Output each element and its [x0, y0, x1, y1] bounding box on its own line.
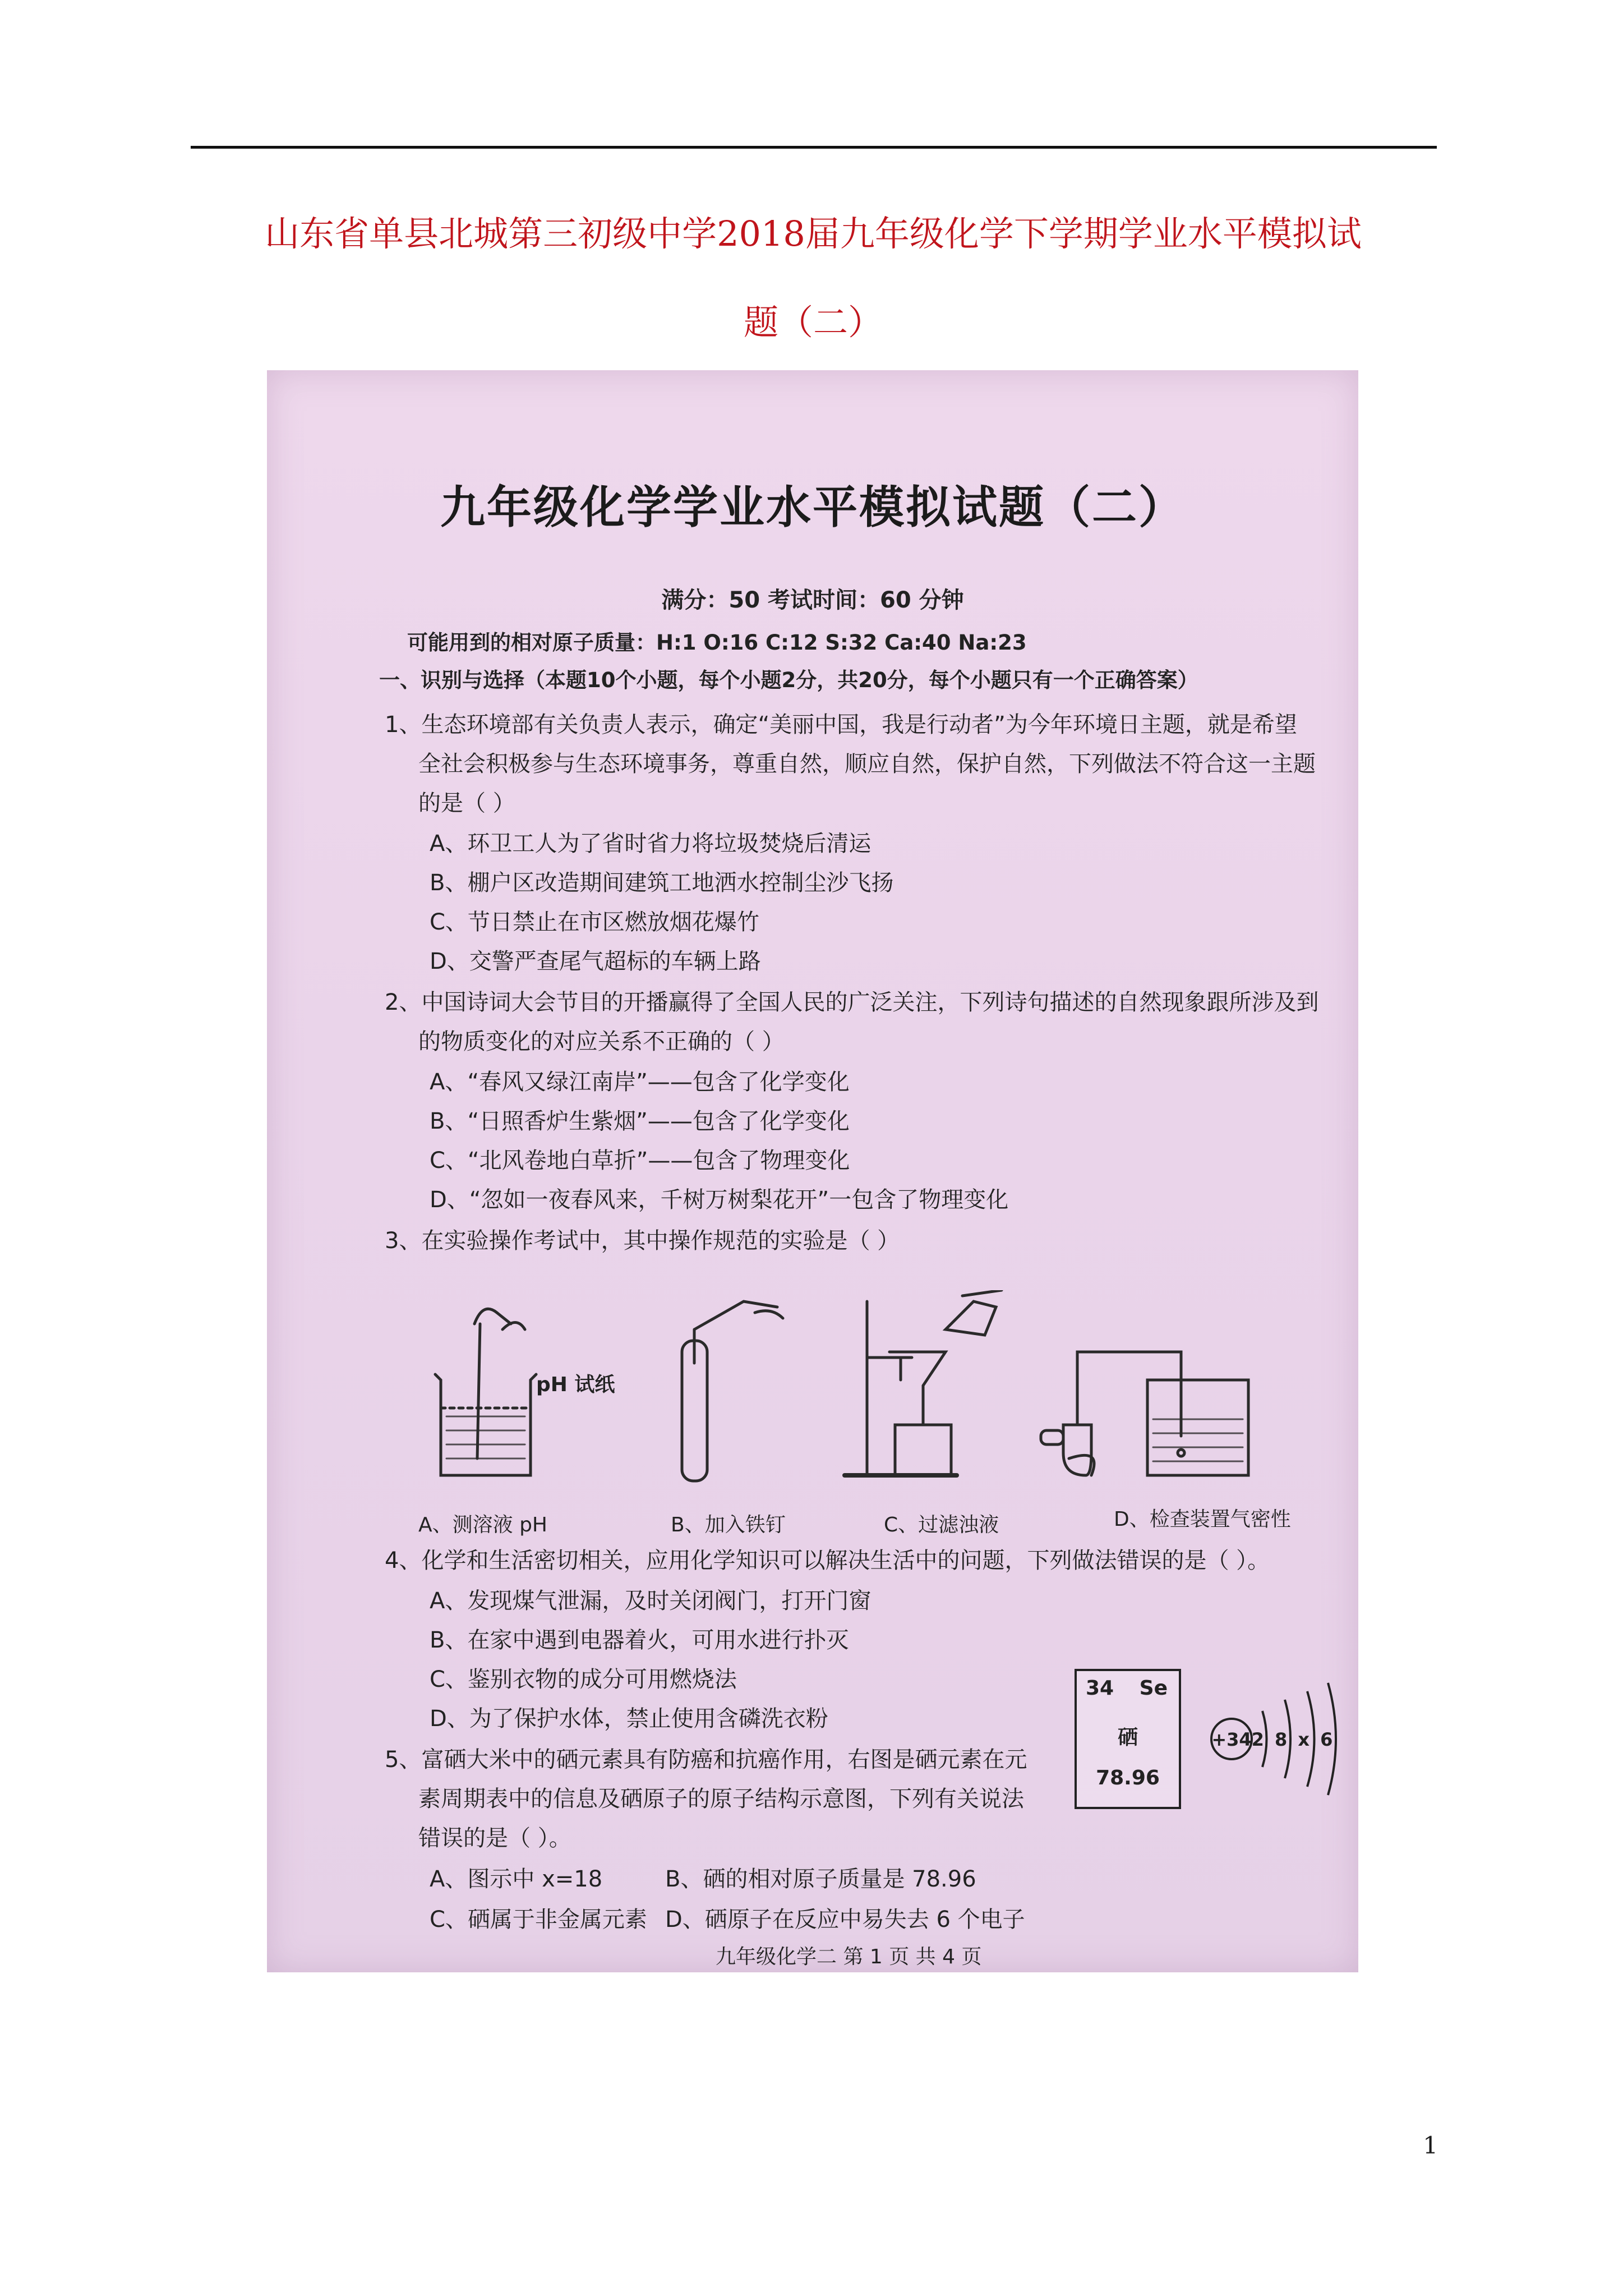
atomic-masses: 可能用到的相对原子质量：H:1 O:16 C:12 S:32 Ca:40 Na:23 — [407, 631, 1027, 655]
nucleus-charge: +34 — [1211, 1729, 1252, 1750]
selenium-atom-structure-diagram — [1209, 1660, 1344, 1818]
question-1-option-a: A、环卫工人为了省时省力将垃圾焚烧后清运 — [430, 831, 872, 857]
selenium-periodic-card — [1075, 1669, 1181, 1809]
exam-page-footer: 九年级化学二 第 1 页 共 4 页 — [716, 1945, 982, 1968]
question-1-stem-line2: 全社会积极参与生态环境事务，尊重自然，顺应自然，保护自然，下列做法不符合这一主题 — [418, 751, 1316, 777]
beaker-ph-test-icon — [435, 1309, 536, 1475]
question-4-option-d: D、为了保护水体，禁止使用含磷洗衣粉 — [430, 1706, 828, 1732]
question-1-option-b: B、棚户区改造期间建筑工地洒水控制尘沙飞扬 — [430, 870, 894, 896]
filtration-setup-icon — [845, 1290, 1002, 1475]
question-1-stem-line3: 的是（ ） — [418, 790, 515, 816]
document-title-line1: 山东省单县北城第三初级中学2018届九年级化学下学期学业水平模拟试 — [265, 213, 1362, 254]
element-symbol: Se — [1139, 1677, 1168, 1700]
question-4-option-c: C、鉴别衣物的成分可用燃烧法 — [430, 1667, 737, 1692]
question-5-option-b: B、硒的相对原子质量是 78.96 — [665, 1866, 976, 1892]
question-5-option-a: A、图示中 x=18 — [430, 1866, 603, 1892]
question-2-option-c: C、“北风卷地白草折”——包含了物理变化 — [430, 1148, 850, 1174]
question-3-option-a: A、测溶液 pH — [418, 1513, 547, 1536]
question-3-option-b: B、加入铁钉 — [671, 1513, 786, 1536]
question-4-option-b: B、在家中遇到电器着火，可用水进行扑灭 — [430, 1627, 849, 1653]
electron-shells: 2 8 x 6 — [1251, 1729, 1335, 1750]
question-4-option-a: A、发现煤气泄漏，及时关闭阀门，打开门窗 — [430, 1588, 872, 1614]
question-4-stem: 4、化学和生活密切相关，应用化学知识可以解决生活中的问题，下列做法错误的是（ ）。 — [385, 1548, 1270, 1573]
atomic-mass: 78.96 — [1096, 1766, 1160, 1789]
question-5-stem-line3: 错误的是（ ）。 — [418, 1825, 571, 1851]
question-3-option-c: C、过滤浊液 — [884, 1513, 999, 1536]
document-title-line2: 题（二） — [743, 302, 883, 343]
question-1-stem-line1: 1、生态环境部有关负责人表示，确定“美丽中国，我是行动者”为今年环境日主题，就是希望 — [385, 712, 1297, 738]
question-1-option-d: D、交警严查尾气超标的车辆上路 — [430, 949, 761, 974]
question-5-option-d: D、硒原子在反应中易失去 6 个电子 — [665, 1907, 1025, 1932]
question-1-option-c: C、节日禁止在市区燃放烟花爆竹 — [430, 909, 759, 935]
question-3-option-d: D、检查装置气密性 — [1114, 1508, 1291, 1531]
question-5-stem-line2: 素周期表中的信息及硒原子的原子结构示意图，下列有关说法 — [418, 1786, 1024, 1812]
question-2-stem-line2: 的物质变化的对应关系不正确的（ ） — [418, 1029, 785, 1055]
element-name: 硒 — [1117, 1726, 1138, 1749]
page-number: 1 — [1423, 2132, 1438, 2159]
question-5-option-c: C、硒属于非金属元素 — [430, 1907, 647, 1932]
question-5-stem-line1: 5、富硒大米中的硒元素具有防癌和抗癌作用，右图是硒元素在元 — [385, 1747, 1027, 1773]
question-2-option-d: D、“忽如一夜春风来，千树万树梨花开”一包含了物理变化 — [430, 1187, 1009, 1213]
question-3-stem: 3、在实验操作考试中，其中操作规范的实验是（ ） — [385, 1228, 900, 1254]
scanned-exam-page — [267, 370, 1358, 1972]
question-2-stem-line1: 2、中国诗词大会节目的开播赢得了全国人民的广泛关注，下列诗句描述的自然现象跟所涉及到 — [385, 990, 1319, 1015]
test-tube-iron-nail-icon — [682, 1301, 783, 1481]
atomic-number: 34 — [1086, 1677, 1114, 1700]
question-2-option-a: A、“春风又绿江南岸”——包含了化学变化 — [430, 1069, 850, 1095]
section-heading: 一、识别与选择（本题10个小题，每个小题2分，共20分，每个小题只有一个正确答案） — [379, 668, 1198, 692]
exam-title: 九年级化学学业水平模拟试题（二） — [440, 481, 1185, 533]
score-and-time: 满分：50 考试时间：60 分钟 — [661, 587, 964, 613]
question-2-option-b: B、“日照香炉生紫烟”——包含了化学变化 — [430, 1108, 850, 1134]
ph-paper-label: pH 试纸 — [536, 1373, 615, 1396]
header-rule — [191, 146, 1437, 149]
airtightness-check-icon — [1041, 1352, 1248, 1475]
